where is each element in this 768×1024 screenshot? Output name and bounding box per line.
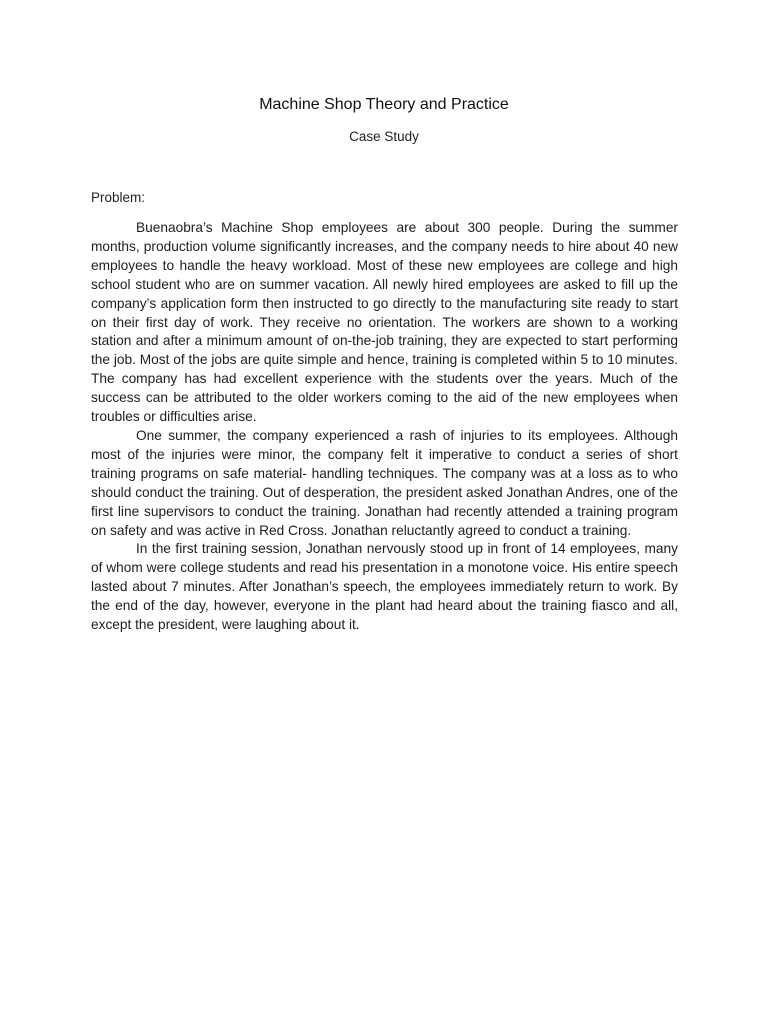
- section-label-problem: Problem:: [91, 190, 146, 205]
- body-paragraph-2: One summer, the company experienced a rash of injuries to its employees. Although most of the injuries were minor, the company felt it imperative to conduct a series of short training programs on safe material- handling techniques. The company was at a loss as to who should conduct the training. Out of desperation, the president asked Jonathan Andres, one of the first line supervisors to conduct the training. Jonathan had recently attended a training program on safety and was active in Red Cross. Jonathan reluctantly agreed to conduct a training.: [91, 427, 678, 538]
- body-paragraph-3: In the first training session, Jonathan nervously stood up in front of 14 employees, many of whom were college students and read his presentation in a monotone voice. His entire speech lasted about 7 minutes. After Jonathan’s speech, the employees immediately return to work. By the end of the day, however, everyone in the plant had heard about the training fiasco and all, except the president, were laughing about it.: [91, 541, 678, 633]
- document-body: [91, 219, 678, 635]
- body-paragraph-1: Buenaobra’s Machine Shop employees are about 300 people. During the summer months, production volume significantly increases, and the company needs to hire about 40 new employees to handle the heavy workload. Most of these new employees are college and high school student who are on summer vacation. All newly hired employees are asked to fill up the company’s application form then instructed to go directly to the manufacturing site ready to start on their first day of work. They receive no orientation. The workers are shown to a working station and after a minimum amount of on-the-job training, they are expected to start performing the job. Most of the jobs are quite simple and hence, training is completed within 5 to 10 minutes. The company has had excellent experience with the students over the years. Much of the success can be attributed to the older workers coming to the aid of the new employees when troubles or difficulties arise.: [91, 220, 678, 425]
- document-title: Machine Shop Theory and Practice: [259, 96, 509, 113]
- document-subtitle: Case Study: [349, 129, 419, 144]
